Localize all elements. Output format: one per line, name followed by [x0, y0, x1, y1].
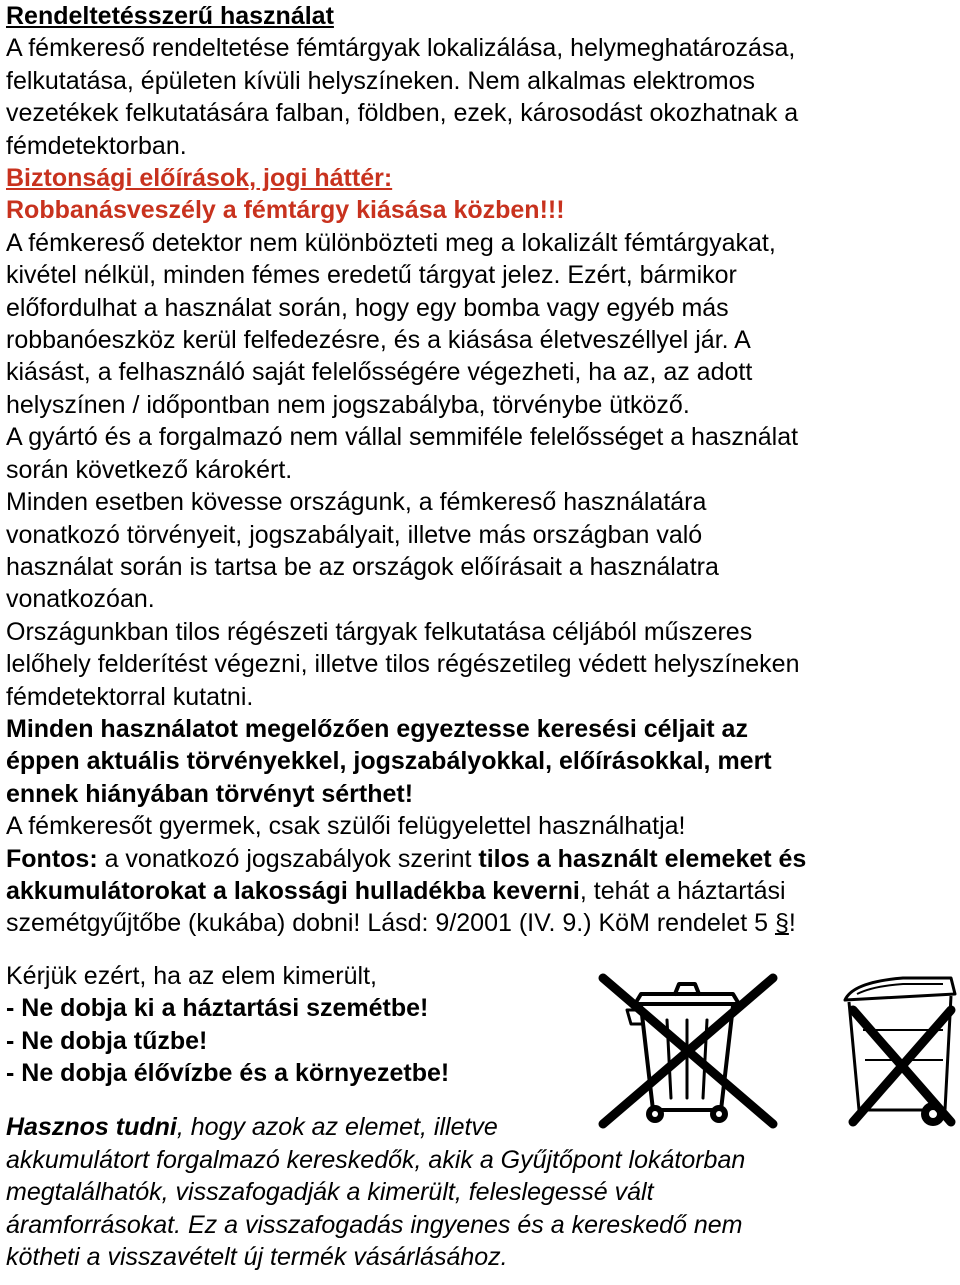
important-line-3: [6, 907, 956, 939]
paragraph-line: vonatkozóan.: [6, 585, 155, 614]
paragraph-line: előfordulhat a használat során, hogy egy bomba vagy egyéb más: [6, 293, 729, 322]
important-line-2: [6, 875, 956, 907]
paragraph-line: felkutatása, épületen kívüli helyszíneken. Nem alkalmas elektromos: [6, 66, 755, 95]
useful-text: , hogy azok az elemet, illetve: [176, 1113, 498, 1142]
heading-intended-use: Rendeltetésszerű használat: [6, 2, 334, 30]
important-label: Fontos:: [6, 844, 98, 873]
paragraph-line: Országunkban tilos régészeti tárgyak felkutatása céljából műszeres: [6, 617, 753, 646]
useful-line: kötheti a visszavételt új termék vásárlásához.: [6, 1243, 508, 1272]
crossed-out-wheelie-bin-side-icon: [833, 960, 960, 1132]
important-text: , tehát a háztartási: [579, 876, 786, 905]
spacer: [6, 1089, 956, 1111]
paragraph-line: vonatkozó törvényeit, jogszabályait, illetve más országban való: [6, 520, 703, 549]
paragraph-line: A fémkereső detektor nem különbözteti meg a lokalizált fémtárgyakat,: [6, 228, 776, 257]
important-line-1: [6, 843, 956, 875]
battery-rule: - Ne dobja ki a háztartási szemétbe!: [6, 994, 429, 1023]
important-text: a vonatkozó jogszabályok szerint: [97, 844, 479, 873]
crossed-out-wheelie-bin-icon: [583, 960, 791, 1132]
important-text: !: [788, 909, 796, 938]
battery-rule: - Ne dobja tűzbe!: [6, 1026, 208, 1055]
paragraph-line: robbanóeszköz kerül felfedezésre, és a kiásása életveszéllyel jár. A: [6, 326, 751, 355]
bold-notice-line: ennek hiányában törvényt sérthet!: [6, 779, 414, 808]
useful-line: akkumulátort forgalmazó kereskedők, akik a Gyűjtőpont lokátorban: [6, 1145, 746, 1174]
battery-rule: - Ne dobja élővízbe és a környezetbe!: [6, 1059, 450, 1087]
child-supervision-note: A fémkeresőt gyermek, csak szülői felügyelettel használhatja!: [6, 812, 686, 841]
paragraph-line: helyszínen / időpontban nem jogszabályba, törvénybe ütköző.: [6, 390, 690, 419]
important-text: szemétgyűjtőbe (kukába) dobni! Lásd: 9/2001 (IV. 9.) KöM rendelet 5: [6, 909, 775, 938]
document: [6, 0, 956, 1273]
heading-safety-legal: Biztonsági előírások, jogi háttér:: [6, 164, 393, 193]
paragraph-line: kivétel nélkül, minden fémes eredetű tárgyat jelez. Ezért, bármikor: [6, 261, 737, 290]
paragraph-line: lelőhely felderítést végezni, illetve tilos régészetileg védett helyszíneken: [6, 650, 800, 679]
paragraph-line: fémdetektorban.: [6, 131, 187, 160]
paragraph-line: kiásást, a felhasználó saját felelősségére végezheti, ha az, az adott: [6, 358, 753, 387]
paragraph-line: A gyártó és a forgalmazó nem vállal semmiféle felelősséget a használat: [6, 423, 799, 452]
explosion-warning: Robbanásveszély a fémtárgy kiásása közben!!!: [6, 196, 565, 225]
useful-line: áramforrásokat. Ez a visszafogadás ingyenes és a kereskedő nem: [6, 1210, 743, 1239]
paragraph-line: vezetékek felkutatására falban, földben, ezek, károsodást okozhatnak a: [6, 99, 799, 128]
paragraph-line: fémdetektorral kutatni.: [6, 682, 254, 711]
useful-label: Hasznos tudni: [6, 1113, 177, 1142]
useful-line: megtalálhatók, visszafogadják a kimerült, feleslegessé vált: [6, 1178, 654, 1207]
important-bold: akkumulátorokat a lakossági hulladékba keverni: [6, 876, 580, 905]
paragraph-line: Minden esetben kövesse országunk, a fémkereső használatára: [6, 488, 707, 517]
paragraph-line: során következő károkért.: [6, 455, 293, 484]
useful-line-1: [6, 1111, 956, 1143]
spacer: [6, 940, 956, 960]
paragraph-line: használat során is tartsa be az országok előírásait a használatra: [6, 552, 719, 581]
bold-notice-line: Minden használatot megelőzően egyeztesse keresési céljait az: [6, 714, 748, 743]
paragraph-sign: §: [774, 909, 789, 938]
important-bold: tilos a használt elemeket és: [478, 844, 807, 873]
bold-notice-line: éppen aktuális törvényekkel, jogszabályokkal, előírásokkal, mert: [6, 747, 772, 776]
battery-intro: Kérjük ezért, ha az elem kimerült,: [6, 961, 377, 990]
paragraph-line: A fémkereső rendeltetése fémtárgyak lokalizálása, helymeghatározása,: [6, 34, 796, 63]
